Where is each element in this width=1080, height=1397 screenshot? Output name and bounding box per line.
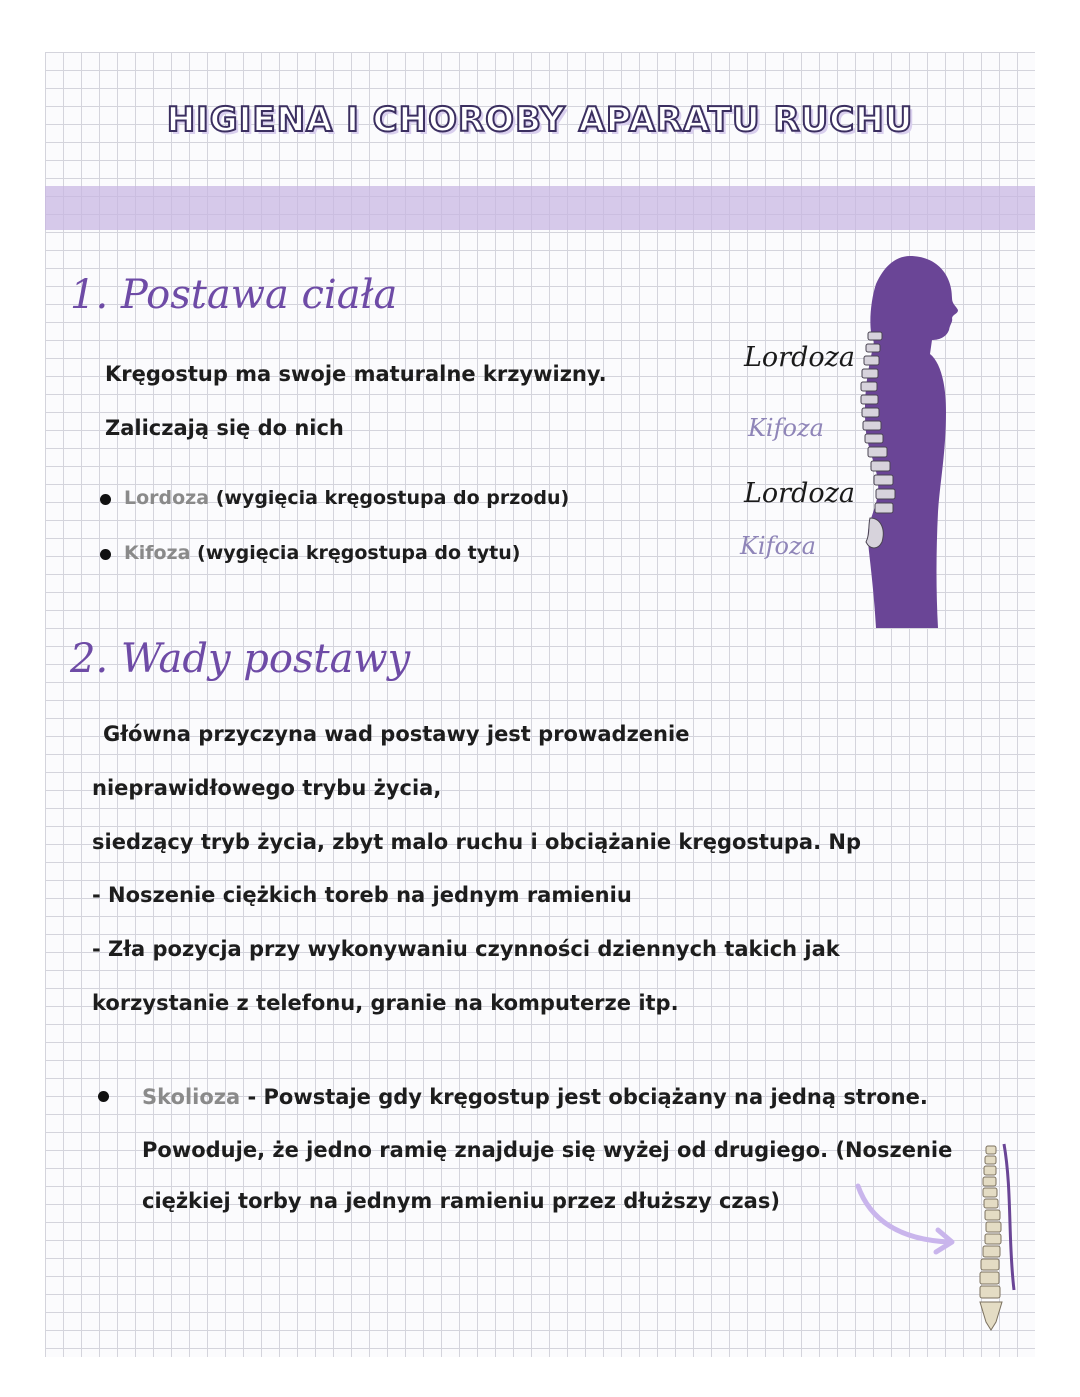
scoliosis-spine-illustration <box>968 1140 1028 1335</box>
bullet-dot <box>98 1091 109 1102</box>
diagram-label-kifoza-lower: Kifoza <box>740 532 816 560</box>
scoliosis-vertebrae <box>980 1146 1002 1330</box>
skolioza-line3: ciężkiej torby na jednym ramieniu przez dłuższy czas) <box>142 1189 780 1213</box>
bullet-lordoza <box>124 487 569 509</box>
page-title: HIGIENA I CHOROBY APARATU RUCHU <box>166 100 914 140</box>
section1-line1: Kręgostup ma swoje maturalne krzywizny. <box>105 362 607 386</box>
body-silhouette-illustration <box>840 252 965 632</box>
section1-heading: 1. Postawa ciała <box>70 272 398 318</box>
section2-line6: korzystanie z telefonu, granie na komputerze itp. <box>92 991 679 1015</box>
bullet-kifoza-desc: (wygięcia kręgostupa do tytu) <box>190 542 521 564</box>
diagram-label-lordoza-lower: Lordoza <box>744 478 855 509</box>
skolioza-text1: - Powstaje gdy kręgostup jest obciążany na jedną strone. <box>240 1085 928 1109</box>
skolioza-line2: Powoduje, że jedno ramię znajduje się wyżej od drugiego. (Noszenie <box>142 1138 953 1162</box>
bullet-kifoza-term: Kifoza <box>124 542 191 564</box>
title-highlight-band <box>45 186 1035 230</box>
skolioza-term: Skolioza <box>142 1085 241 1109</box>
diagram-label-lordoza-neck: Lordoza <box>744 342 855 373</box>
section2-line2: nieprawidłowego trybu życia, <box>92 776 442 800</box>
bullet-dot <box>100 549 111 560</box>
section2-line3: siedzący tryb życia, zbyt malo ruchu i obciążanie kręgostupa. Np <box>92 830 862 854</box>
bullet-dot <box>100 494 111 505</box>
section2-line4: - Noszenie ciężkich toreb na jednym ramieniu <box>92 883 632 907</box>
bullet-lordoza-term: Lordoza <box>124 487 210 509</box>
bullet-lordoza-desc: (wygięcia kręgostupa do przodu) <box>209 487 570 509</box>
bullet-kifoza <box>124 542 520 564</box>
diagram-label-kifoza-upper: Kifoza <box>748 414 824 442</box>
section2-line1: Główna przyczyna wad postawy jest prowadzenie <box>103 722 690 746</box>
section2-line5: - Zła pozycja przy wykonywaniu czynności dziennych takich jak <box>92 937 840 961</box>
skolioza-line1 <box>142 1085 928 1109</box>
section2-heading: 2. Wady postawy <box>70 636 411 682</box>
section1-line2: Zaliczają się do nich <box>105 416 344 440</box>
arrow-icon <box>850 1180 965 1260</box>
